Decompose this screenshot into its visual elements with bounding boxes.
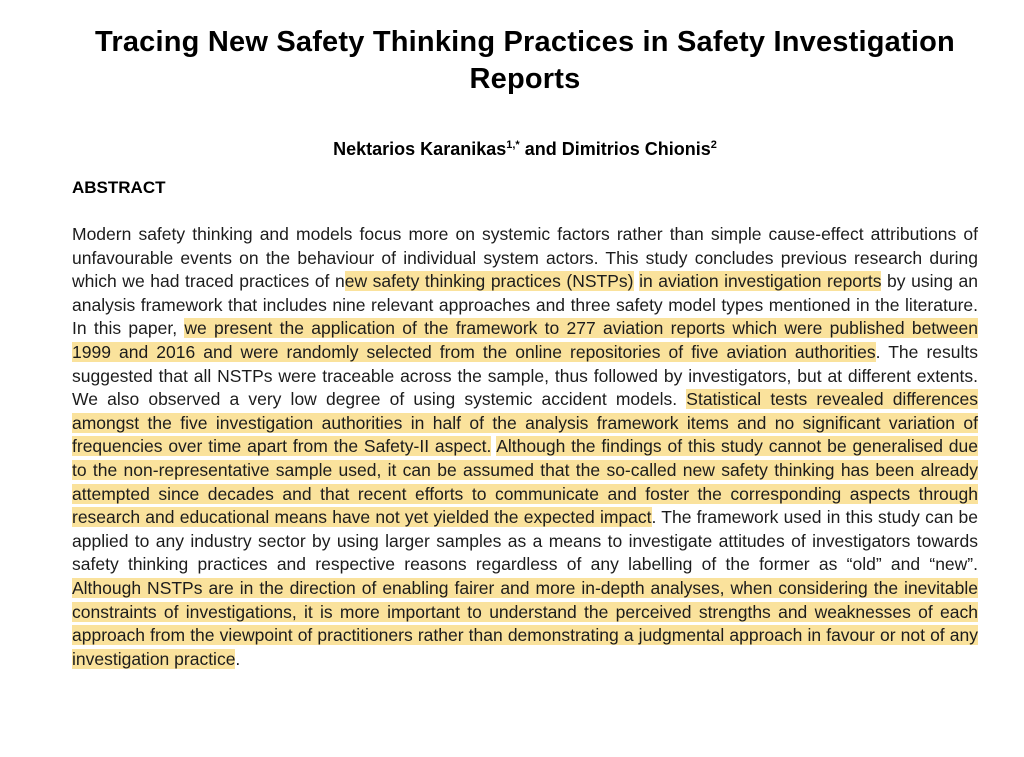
author-affiliation-superscript: 2 [710,139,717,151]
text-segment: and Dimitrios Chionis [519,139,711,159]
abstract-paragraph [72,223,978,671]
author-affiliation-superscript: 1,* [506,139,520,151]
text-segment: by using an analysis framework that includes nine relevant approaches and three safety model types mentioned in the literature. In this paper, [72,271,978,339]
highlighted-text-segment: Although the findings of this study cannot be generalised due to the non-representative sample used, it can be assumed that the so-called new safety thinking has been already attempted since decades and that recent efforts to communicate and foster the corresponding aspects through research and educational means have not yet yielded the expected impact [72,436,978,528]
text-segment: . [235,648,241,669]
text-segment: . The results suggested that all NSTPs were traceable across the sample, thus followed by investigators, but at different extents. We also observed a very low degree of using systemic accident models. [72,341,978,410]
text-segment: Nektarios Karanikas [333,139,507,159]
highlighted-text-segment: ew safety thinking practices (NSTPs) [344,271,634,292]
text-segment: . The framework used in this study can be applied to any industry sector by using larger samples as a means to investigate attitudes of investigators towards safety thinking practices and respective reasons regardless of any labelling of the former as “old” and “new”. [72,507,979,575]
authors-line [72,138,978,160]
paper-title: Tracing New Safety Thinking Practices in Safety Investigation Reports [95,26,955,95]
text-segment: Modern safety thinking and models focus more on systemic factors rather than simple cause-effect attributions of unfavourable events on the behaviour of individual system actors. This study concludes previous research during which we had traced practices of n [72,224,978,292]
highlighted-text-segment: Statistical tests revealed differences amongst the five investigation authorities in half of the analysis framework items and no significant variation of frequencies over time apart from the Safety-II aspect. [72,389,978,457]
abstract-heading: ABSTRACT [72,178,166,197]
highlighted-text-segment: in aviation investigation reports [639,271,882,292]
highlighted-text-segment: we present the application of the framework to 277 aviation reports which were published between 1999 and 2016 and were randomly selected from the online repositories of five aviation authorities [72,318,978,362]
highlighted-text-segment: Although NSTPs are in the direction of enabling fairer and more in-depth analyses, when considering the inevitable constraints of investigations, it is more important to understand the perceived strengths and weaknesses of each approach from the viewpoint of practitioners rather than demonstrating a judgmental approach in favour or not of any investigation practice [72,577,978,669]
